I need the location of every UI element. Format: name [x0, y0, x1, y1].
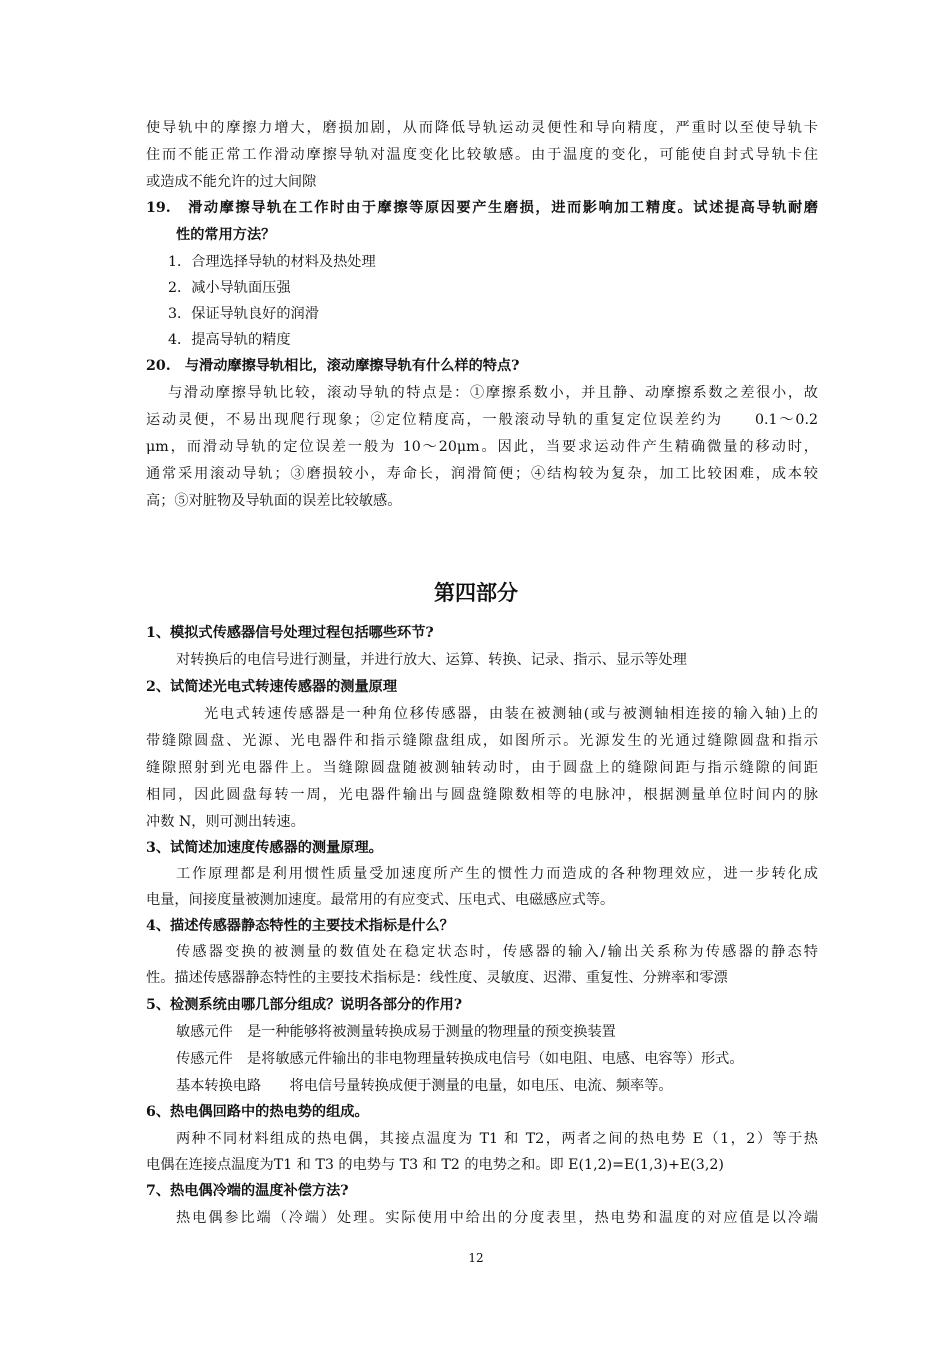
- q20-line-2: 运动灵便，不易出现爬行现象；②定位精度高，一般滚动导轨的重复定位误差约为 0.1～0.2: [146, 412, 818, 428]
- s5-title: 5、检测系统由哪几部分组成？说明各部分的作用?: [146, 997, 463, 1013]
- s5-line-1: 敏感元件 是一种能够将被测量转换成易于测量的物理量的预变换装置: [176, 1024, 616, 1040]
- q20-title: 20. 与滑动摩擦导轨相比，滚动摩擦导轨有什么样的特点?: [146, 358, 520, 374]
- q19-item-1: 1．合理选择导轨的材料及热处理: [168, 254, 376, 270]
- s2-line-5: 冲数 N，则可测出转速。: [146, 814, 305, 830]
- q19-title-line-1: 19. 滑动摩擦导轨在工作时由于摩擦等原因要产生磨损，进而影响加工精度。试述提高导轨耐磨: [146, 200, 818, 216]
- section-title: 第四部分: [434, 580, 518, 605]
- s2-line-3: 缝隙照射到光电器件上。当缝隙圆盘随被测轴转动时，由于圆盘上的缝隙间距与指示缝隙的间距: [146, 760, 818, 776]
- s2-line-2: 带缝隙圆盘、光源、光电器件和指示缝隙盘组成，如图所示。光源发生的光通过缝隙圆盘和指示: [146, 733, 818, 749]
- s5-line-3: 基本转换电路 将电信号量转换成便于测量的电量，如电压、电流、频率等。: [176, 1078, 673, 1094]
- s4-line-2: 性。描述传感器静态特性的主要技术指标是：线性度、灵敏度、迟滞、重复性、分辨率和零漂: [146, 970, 728, 986]
- s4-title: 4、描述传感器静态特性的主要技术指标是什么？: [146, 918, 454, 934]
- q19-item-4: 4．提高导轨的精度: [168, 332, 291, 348]
- q20-line-3: μm，而滑动导轨的定位误差一般为 10～20μm。因此，当要求运动件产生精确微量的移动时，: [146, 439, 818, 455]
- q20-line-1: 与滑动摩擦导轨比较，滚动导轨的特点是：①摩擦系数小，并且静、动摩擦系数之差很小，故: [168, 385, 818, 401]
- intro-line-2: 住而不能正常工作滑动摩擦导轨对温度变化比较敏感。由于温度的变化，可能使自封式导轨卡住: [146, 147, 818, 163]
- s3-title: 3、试简述加速度传感器的测量原理。: [146, 840, 383, 856]
- intro-line-3: 或造成不能允许的过大间隙: [146, 174, 317, 190]
- q19-item-2: 2．减小导轨面压强: [168, 280, 291, 296]
- s6-line-1: 两种不同材料组成的热电偶，其接点温度为 T1 和 T2，两者之间的热电势 E（1，2）等于热: [176, 1131, 818, 1147]
- s3-line-2: 电量，间接度量被测加速度。最常用的有应变式、压电式、电磁感应式等。: [146, 892, 615, 908]
- s6-title: 6、热电偶回路中的热电势的组成。: [146, 1104, 369, 1120]
- s7-title: 7、热电偶冷端的温度补偿方法?: [146, 1183, 349, 1199]
- page-number: 12: [468, 1251, 484, 1265]
- s7-line-1: 热电偶参比端（冷端）处理。实际使用中给出的分度表里，热电势和温度的对应值是以冷端: [176, 1210, 818, 1226]
- s2-title: 2、试简述光电式转速传感器的测量原理: [146, 679, 398, 695]
- s1-line-1: 对转换后的电信号进行测量，并进行放大、运算、转换、记录、指示、显示等处理: [176, 652, 687, 668]
- q19-title-line-2: 性的常用方法？: [176, 227, 276, 243]
- s3-line-1: 工作原理都是利用惯性质量受加速度所产生的惯性力而造成的各种物理效应，进一步转化成: [176, 866, 818, 882]
- q20-line-4: 通常采用滚动导轨；③磨损较小，寿命长，润滑简便；④结构较为复杂，加工比较困难，成本较: [146, 466, 818, 482]
- s2-line-1: 光电式转速传感器是一种角位移传感器，由装在被测轴(或与被测轴相连接的输入轴)上的: [204, 706, 818, 722]
- s2-line-4: 相同，因此圆盘每转一周，光电器件输出与圆盘缝隙数相等的电脉冲，根据测量单位时间内的脉: [146, 787, 818, 803]
- s5-line-2: 传感元件 是将敏感元件输出的非电物理量转换成电信号（如电阻、电感、电容等）形式。: [176, 1051, 744, 1067]
- s4-line-1: 传感器变换的被测量的数值处在稳定状态时，传感器的输入/输出关系称为传感器的静态特: [176, 944, 818, 960]
- s1-title: 1、模拟式传感器信号处理过程包括哪些环节?: [146, 625, 434, 641]
- s6-line-2: 电偶在连接点温度为T1 和 T3 的电势与 T3 和 T2 的电势之和。即 E(1,2)=E(1,3)+E(3,2): [146, 1157, 724, 1173]
- q19-item-3: 3．保证导轨良好的润滑: [168, 306, 319, 322]
- q20-line-5: 高；⑤对脏物及导轨面的误差比较敏感。: [146, 493, 402, 509]
- intro-line-1: 使导轨中的摩擦力增大，磨损加剧，从而降低导轨运动灵便性和导向精度，严重时以至使导轨卡: [146, 120, 818, 136]
